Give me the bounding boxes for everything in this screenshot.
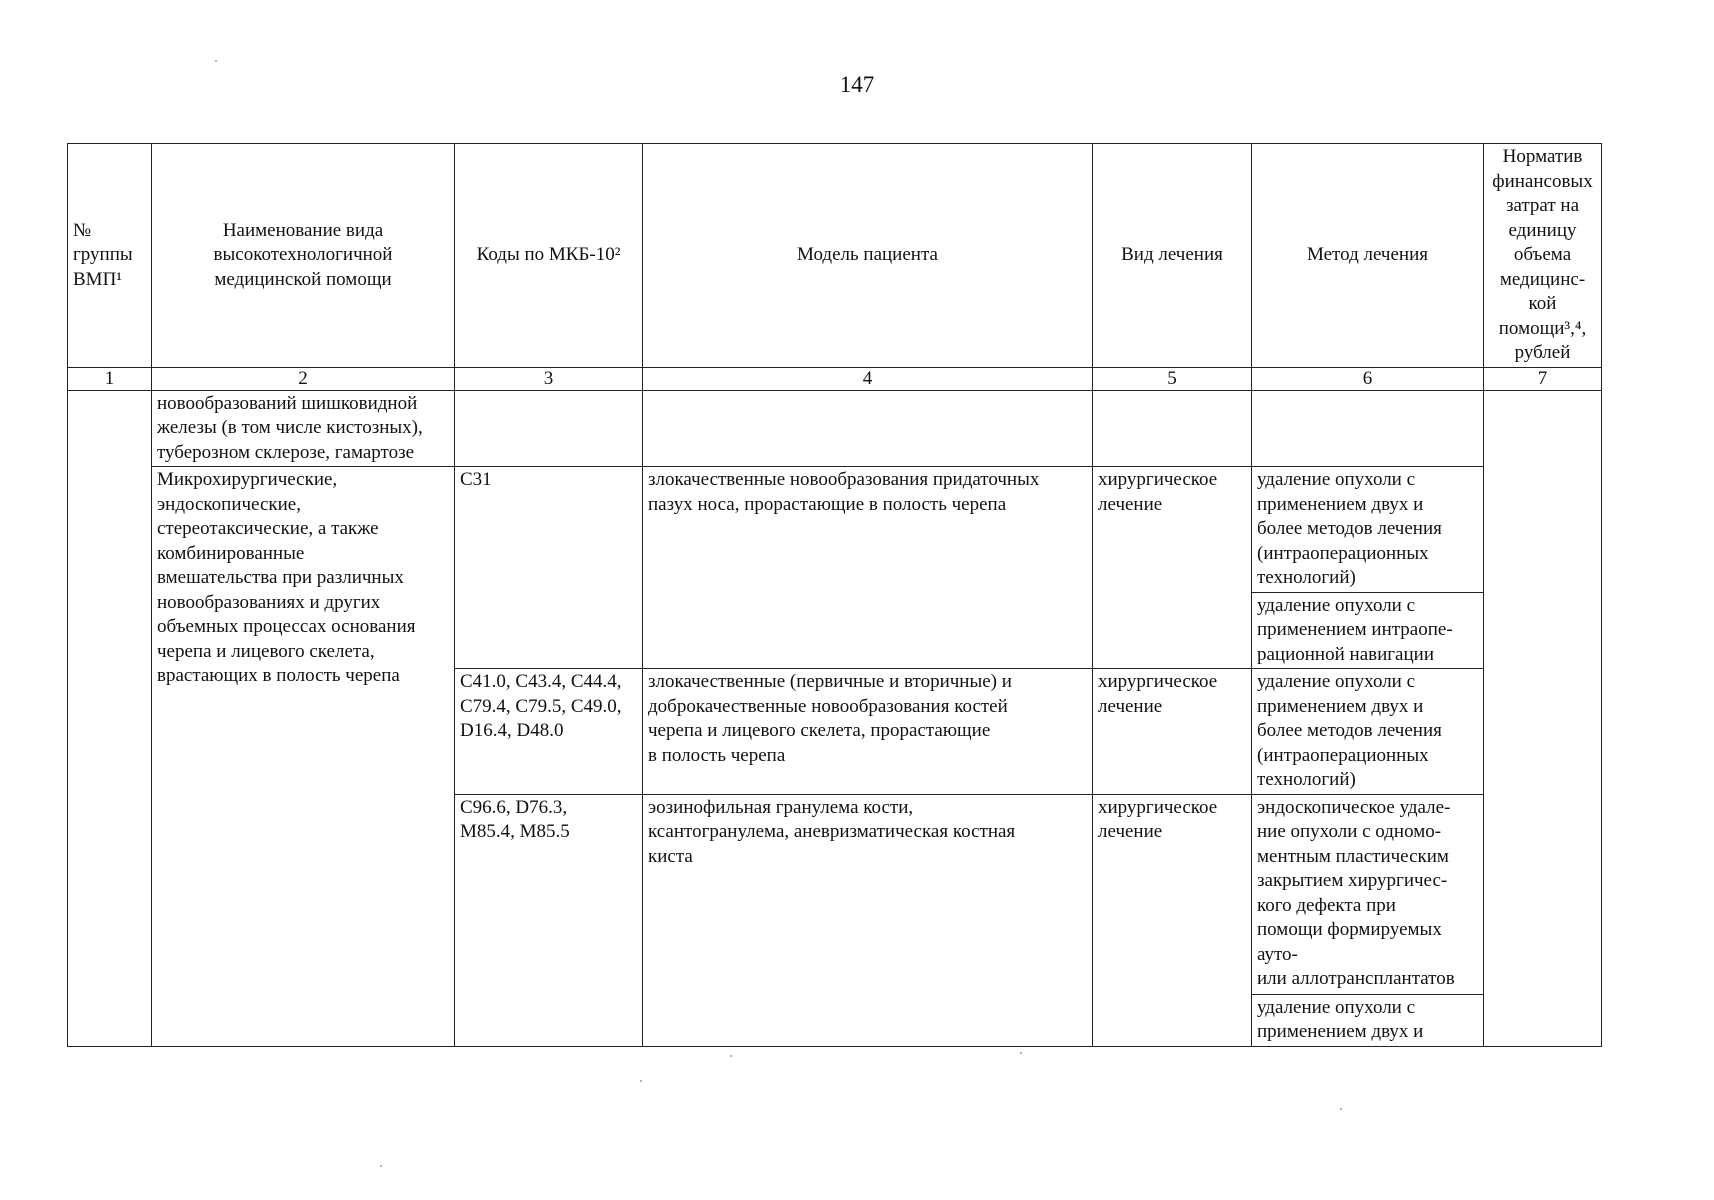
treatment-method-cell: удаление опухоли с применением двух и xyxy=(1252,994,1484,1046)
header-group-number: № группы ВМП¹ xyxy=(68,144,152,368)
patient-model-cell: эозинофильная гранулема кости, ксантогранулема, аневризматическая костная киста xyxy=(643,794,1093,1046)
scan-speck xyxy=(1340,1108,1342,1110)
icd-codes-cell: C96.6, D76.3, M85.4, M85.5 xyxy=(455,794,643,1046)
scan-speck xyxy=(380,1165,382,1167)
care-type-cell: Микрохирургические, эндоскопические, стереотаксические, а также комбинированные вмешательства при различных новообразованиях и других объемных процессах основания черепа и лицевого скелета, врастающих в полость черепа xyxy=(152,467,455,1047)
scan-speck xyxy=(1020,1052,1022,1054)
scan-speck xyxy=(215,60,217,62)
vmp-table xyxy=(67,143,1602,1047)
header-cost-standard: Норматив финансовых затрат на единицу объема медицинс- кой помощи³,⁴, рублей xyxy=(1484,144,1602,368)
header-care-type: Наименование вида высокотехнологичной медицинской помощи xyxy=(152,144,455,368)
treatment-type-cell: хирургическое лечение xyxy=(1093,669,1252,795)
table-row xyxy=(68,390,1602,467)
treatment-method-cell: удаление опухоли с применением двух и более методов лечения (интраоперационных технологий) xyxy=(1252,467,1484,593)
table-header-row xyxy=(68,144,1602,368)
treatment-method-cell: удаление опухоли с применением интраопе- рационной навигации xyxy=(1252,592,1484,669)
icd-codes-cell xyxy=(455,390,643,467)
icd-codes-cell: C31 xyxy=(455,467,643,669)
scan-speck xyxy=(640,1080,642,1082)
treatment-type-cell: хирургическое лечение xyxy=(1093,794,1252,1046)
table-row xyxy=(68,467,1602,593)
treatment-method-cell xyxy=(1252,390,1484,467)
group-number-cell xyxy=(68,390,152,1046)
column-number: 5 xyxy=(1093,367,1252,390)
column-number: 1 xyxy=(68,367,152,390)
page-number: 147 xyxy=(839,72,875,97)
treatment-type-cell xyxy=(1093,390,1252,467)
cost-standard-cell xyxy=(1484,390,1602,1046)
column-number: 2 xyxy=(152,367,455,390)
treatment-method-cell: удаление опухоли с применением двух и более методов лечения (интраоперационных технологий) xyxy=(1252,669,1484,795)
care-type-cell: новообразований шишковидной железы (в том числе кистозных), туберозном склерозе, гамартозе xyxy=(152,390,455,467)
header-treatment-type: Вид лечения xyxy=(1093,144,1252,368)
patient-model-cell: злокачественные (первичные и вторичные) и доброкачественные новообразования костей черепа и лицевого скелета, прорастающие в полость черепа xyxy=(643,669,1093,795)
treatment-type-cell: хирургическое лечение xyxy=(1093,467,1252,669)
treatment-method-cell: эндоскопическое удале- ние опухоли с одномо- ментным пластическим закрытием хирургичес- кого дефекта при помощи формируемых ауто- или аллотрансплантатов xyxy=(1252,794,1484,994)
scan-speck xyxy=(730,1055,732,1057)
column-number: 3 xyxy=(455,367,643,390)
header-icd-codes: Коды по МКБ-10² xyxy=(455,144,643,368)
header-patient-model: Модель пациента xyxy=(643,144,1093,368)
icd-codes-cell: C41.0, C43.4, C44.4, C79.4, C79.5, C49.0, D16.4, D48.0 xyxy=(455,669,643,795)
column-number: 7 xyxy=(1484,367,1602,390)
patient-model-cell: злокачественные новообразования придаточных пазух носа, прорастающие в полость черепа xyxy=(643,467,1093,669)
patient-model-cell xyxy=(643,390,1093,467)
column-number: 4 xyxy=(643,367,1093,390)
column-numbers-row xyxy=(68,367,1602,390)
header-treatment-method: Метод лечения xyxy=(1252,144,1484,368)
column-number: 6 xyxy=(1252,367,1484,390)
